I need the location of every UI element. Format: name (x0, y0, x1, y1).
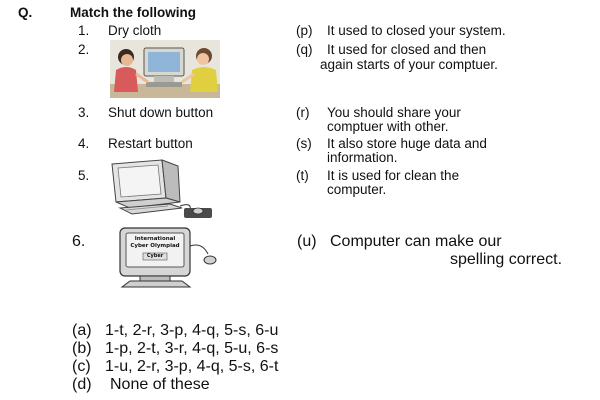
question-title: Match the following (70, 5, 196, 20)
right-item-u-line-1: Computer can make our (330, 233, 502, 250)
right-item-r-key: (r) (296, 105, 310, 120)
right-item-s-line-2: information. (327, 150, 398, 165)
left-item-6-number: 6. (72, 233, 86, 250)
left-item-4-text: Restart button (108, 136, 193, 151)
right-item-r-line-1: You should share your (327, 105, 461, 120)
left-item-3-number: 3. (78, 105, 90, 120)
right-item-u-key: (u) (297, 233, 317, 250)
children-at-computer-image (110, 40, 220, 98)
question-label: Q. (18, 5, 33, 20)
computer-monitor-cartoon-image (110, 226, 226, 288)
right-item-t-line-1: It is used for clean the (327, 168, 460, 183)
option-d-key: (d) (72, 376, 92, 393)
desktop-computer-image (106, 158, 218, 220)
right-item-p-key: (p) (296, 23, 313, 38)
option-d-text: None of these (110, 376, 210, 393)
option-a-text: 1-t, 2-r, 3-p, 4-q, 5-s, 6-u (105, 322, 279, 339)
option-c-key: (c) (72, 358, 91, 375)
option-b-text: 1-p, 2-t, 3-r, 4-q, 5-u, 6-s (105, 340, 279, 357)
right-item-r-line-2: comptuer with other. (327, 119, 449, 134)
right-item-q-key: (q) (296, 42, 313, 57)
right-item-q-line-1: It used for closed and then (327, 42, 487, 57)
olympiad-subtitle-text: Cyber Olympiad (130, 243, 180, 249)
right-item-s-line-1: It also store huge data and (327, 136, 487, 151)
right-item-t-line-2: computer. (327, 182, 387, 197)
left-item-5-number: 5. (78, 168, 90, 183)
option-c-text: 1-u, 2-r, 3-p, 4-q, 5-s, 6-t (105, 358, 279, 375)
right-item-p-line-1: It used to closed your system. (327, 23, 506, 38)
right-item-u-line-2: spelling correct. (450, 251, 563, 268)
left-item-1-number: 1. (78, 23, 90, 38)
right-item-q-line-2: again starts of your comptuer. (320, 57, 498, 72)
option-a-key: (a) (72, 322, 92, 339)
option-b-key: (b) (72, 340, 92, 357)
left-item-2-number: 2. (78, 42, 90, 57)
left-item-1-text: Dry cloth (108, 23, 162, 38)
right-item-t-key: (t) (296, 168, 309, 183)
right-item-s-key: (s) (296, 136, 312, 151)
left-item-4-number: 4. (78, 136, 90, 151)
left-item-3-text: Shut down button (108, 105, 214, 120)
cyber-label-text: Cyber (146, 253, 164, 259)
olympiad-title-text: International (134, 236, 176, 242)
